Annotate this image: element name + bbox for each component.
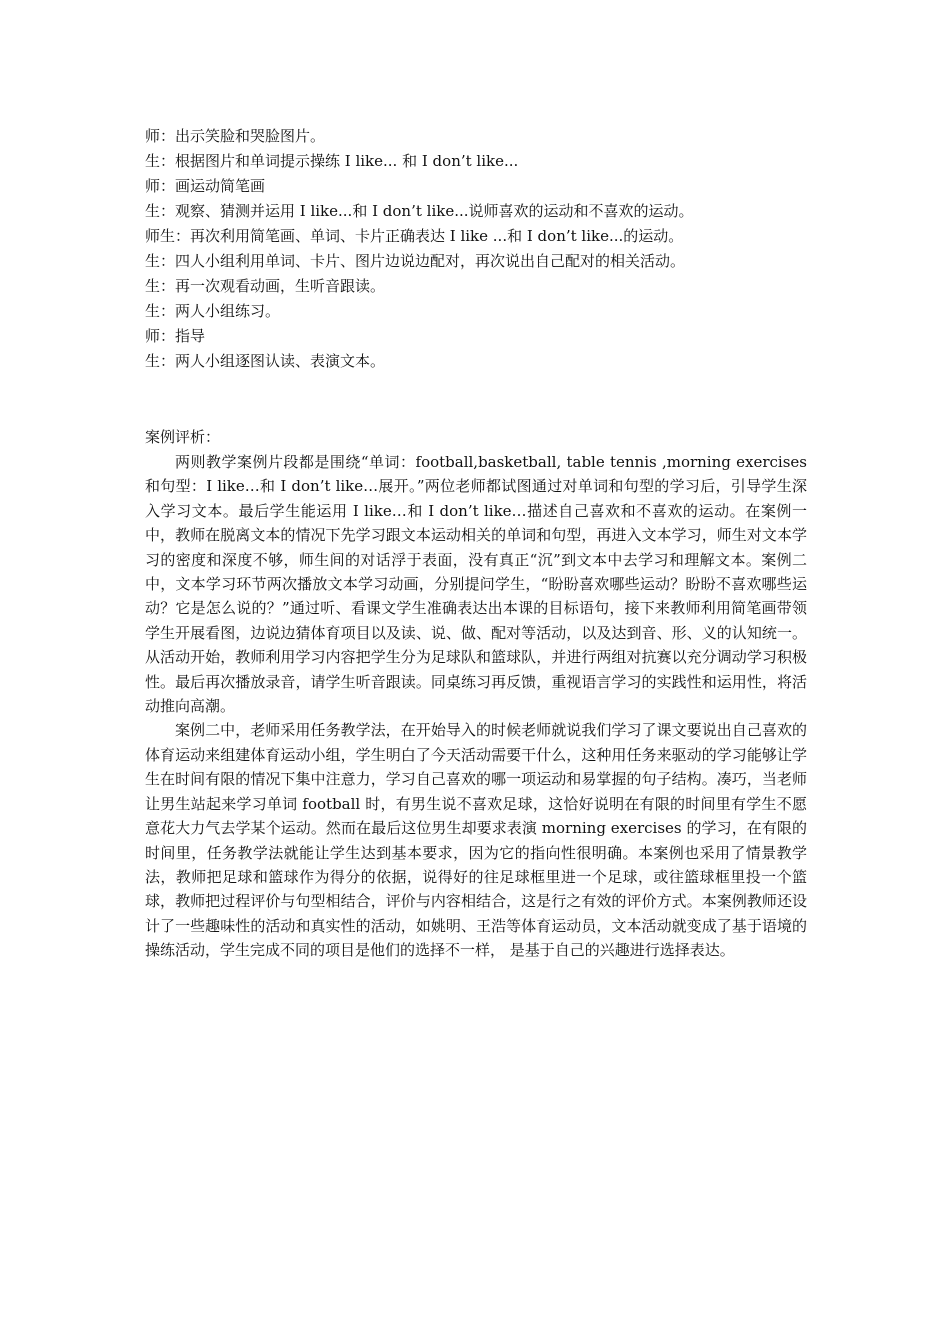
dialogue-line: 师生：再次利用简笔画、单词、卡片正确表达 I like ...和 I don’t like...的运动。 [145,227,684,245]
analysis-paragraph: 两则教学案例片段都是围绕“单词：football,basketball, table tennis ,morning exercises 和句型：I like…和 I don’t like…展开。”两位老师都试图通过对单词和句型的学习后，引导学生深入学习文本。最后学生能运用 I like…和 I don’t like…描述自己喜欢和不喜欢的运动。在案例一中，教师在脱离文本的情况下先学习跟文本运动相关的单词和句型，再进入文本学习，师生对文本学习的密度和深度不够，师生间的对话浮于表面，没有真正“沉”到文本中去学习和理解文本。案例二中，文本学习环节两次播放文本学习动画，分别提问学生，“盼盼喜欢哪些运动？盼盼不喜欢哪些运动？它是怎么说的？”通过听、看课文学生准确表达出本课的目标语句，接下来教师利用简笔画带领学生开展看图，边说边猜体育项目以及读、说、做、配对等活动，以及达到音、形、义的认知统一。从活动开始，教师利用学习内容把学生分为足球队和篮球队，并进行两组对抗赛以充分调动学习积极性。最后再次播放录音，请学生听音跟读。同桌练习再反馈，重视语言学习的实践性和运用性，将活动推向高潮。 [145,453,807,716]
section-gap [145,374,807,424]
case-analysis-section [145,424,807,963]
dialogue-line: 生：两人小组练习。 [145,302,281,320]
dialogue-line: 生：根据图片和单词提示操练 I like... 和 I don’t like... [145,152,519,170]
dialogue-line: 生：观察、猜测并运用 I like...和 I don’t like...说师喜欢的运动和不喜欢的运动。 [145,202,694,220]
dialogue-line: 师：出示笑脸和哭脸图片。 [145,127,326,145]
analysis-paragraph: 案例二中，老师采用任务教学法，在开始导入的时候老师就说我们学习了课文要说出自己喜欢的体育运动来组建体育运动小组，学生明白了今天活动需要干什么，这种用任务来驱动的学习能够让学生在时间有限的情况下集中注意力，学习自己喜欢的哪一项运动和易掌握的句子结构。凑巧，当老师让男生站起来学习单词 football 时，有男生说不喜欢足球，这恰好说明在有限的时间里有学生不愿意花大力气去学某个运动。然而在最后这位男生却要求表演 morning exercises 的学习，在有限的时间里，任务教学法就能让学生达到基本要求，因为它的指向性很明确。本案例也采用了情景教学法，教师把足球和篮球作为得分的依据，说得好的往足球框里进一个足球，或往篮球框里投一个篮球，教师把过程评价与句型相结合，评价与内容相结合，这是行之有效的评价方式。本案例教师还设计了一些趣味性的活动和真实性的活动，如姚明、王浩等体育运动员，文本活动就变成了基于语境的操练活动，学生完成不同的项目是他们的选择不一样， 是基于自己的兴趣进行选择表达。 [145,721,807,960]
dialogue-line: 生：再一次观看动画，生听音跟读。 [145,277,386,295]
dialogue-line: 师：画运动简笔画 [145,177,266,195]
document-body [145,124,807,963]
dialogue-line: 生：四人小组利用单词、卡片、图片边说边配对，再次说出自己配对的相关活动。 [145,252,686,270]
section-heading: 案例评析： [145,428,221,446]
dialogue-line: 生：两人小组逐图认读、表演文本。 [145,352,386,370]
lesson-dialogue [145,124,807,374]
dialogue-line: 师：指导 [145,327,206,345]
